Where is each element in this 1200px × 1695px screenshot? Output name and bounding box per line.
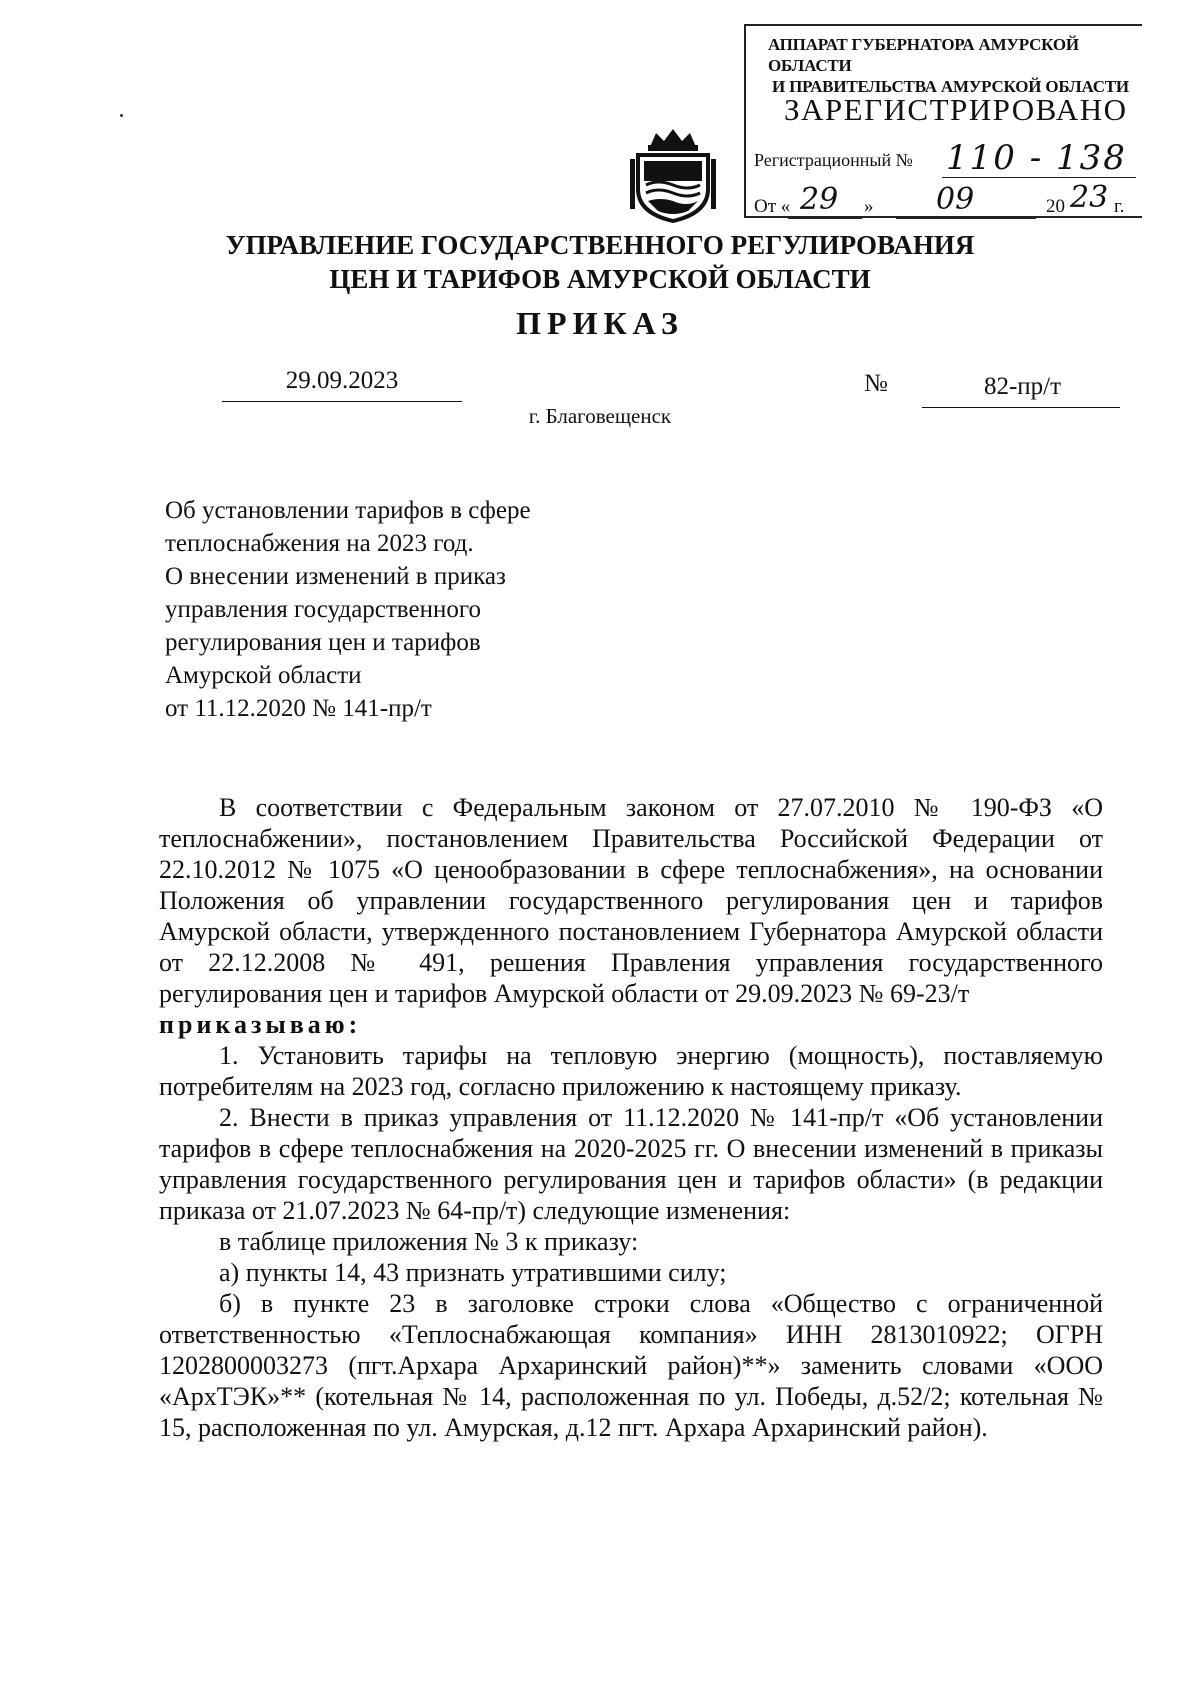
subject-line: регулирования цен и тарифов: [165, 629, 481, 656]
preamble-paragraph: В соответствии с Федеральным законом от 27.07.2010 № 190-ФЗ «О теплоснабжении», постановлением Правительства Российской Федерации от 22.10.2012 № 1075 «О ценообразовании в сфере теплоснабжения», на основании Положения об управлении государственного регулирования цен и тарифов Амурской области, утвержденного постановлением Губернатора Амурской области от 22.12.2008 № 491, решения Правления управления государственного регулирования цен и тарифов Амурской области от 29.09.2023 № 69-23/т: [159, 793, 1103, 1008]
stamp-reg-number-line: [942, 177, 1136, 178]
stamp-date-quote: »: [864, 196, 874, 217]
stamp-day-line: [788, 218, 862, 219]
org-name-line2: ЦЕН И ТАРИФОВ АМУРСКОЙ ОБЛАСТИ: [329, 264, 871, 294]
subject-line: от 11.12.2020 № 141-пр/т: [165, 695, 432, 722]
order-subject: [165, 494, 531, 725]
order-body: [159, 792, 1103, 1443]
org-name-line1: УПРАВЛЕНИЕ ГОСУДАРСТВЕННОГО РЕГУЛИРОВАНИЯ: [225, 230, 975, 260]
coat-of-arms-icon: [628, 125, 718, 225]
item-2-b: б) в пункте 23 в заголовке строки слова «Общество с ограниченной ответственностью «Теплоснабжающая компания» ИНН 2813010922; ОГРН 1202800003273 (пгт.Архара Архаринский район)**» заменить словами «ООО «АрхТЭК»** (котельная № 14, расположенная по ул. Победы, д.52/2; котельная № 15, расположенная по ул. Амурская, д.12 пгт. Архара Архаринский район).: [159, 1289, 1103, 1442]
order-date: 29.09.2023: [285, 367, 399, 394]
registration-stamp: [744, 24, 1142, 218]
stamp-month-line: [896, 218, 1036, 219]
stamp-date-day: 29: [800, 182, 839, 217]
stamp-header-line1: АППАРАТ ГУБЕРНАТОРА АМУРСКОЙ ОБЛАСТИ: [768, 35, 1079, 75]
stamp-reg-number-value: 110 - 138: [946, 138, 1127, 178]
subject-line: теплоснабжения на 2023 год.: [165, 530, 474, 557]
order-date-line: [222, 401, 462, 402]
item-2-a: а) пункты 14, 43 признать утратившими силу;: [219, 1258, 727, 1287]
scan-speck: [120, 114, 123, 117]
order-number: 82-пр/т: [983, 373, 1062, 400]
stamp-date-prefix: От «: [754, 196, 791, 217]
stamp-header-line2: И ПРАВИТЕЛЬСТВА АМУРСКОЙ ОБЛАСТИ: [772, 77, 1129, 96]
item-2: 2. Внести в приказ управления от 11.12.2020 № 141-пр/т «Об установлении тарифов в сфере теплоснабжения на 2020-2025 гг. О внесении изменений в приказы управления государственного регулирования цен и тарифов области» (в редакции приказа от 21.07.2023 № 64-пр/т) следующие изменения:: [159, 1103, 1103, 1225]
subject-line: Амурской области: [165, 662, 362, 689]
stamp-date-month: 09: [936, 182, 975, 217]
order-word: приказываю:: [159, 1010, 362, 1039]
item-1: 1. Установить тарифы на тепловую энергию (мощность), поставляемую потребителям на 2023 год, согласно приложению к настоящему приказу.: [159, 1041, 1103, 1101]
stamp-year-end: г.: [1114, 196, 1125, 217]
order-number-sign: №: [864, 370, 888, 397]
subject-line: О внесении изменений в приказ: [165, 563, 506, 590]
stamp-registered: ЗАРЕГИСТРИРОВАНО: [784, 92, 1128, 127]
stamp-header: [768, 34, 1142, 97]
item-2-table: в таблице приложения № 3 к приказу:: [219, 1227, 639, 1256]
subject-line: Об установлении тарифов в сфере: [165, 497, 531, 524]
stamp-year-prefix: 20: [1046, 196, 1065, 217]
stamp-reg-number-label: Регистрационный №: [754, 150, 913, 170]
order-city: г. Благовещенск: [528, 404, 672, 428]
stamp-year-suffix: 23: [1070, 180, 1109, 215]
subject-line: управления государственного: [165, 596, 481, 623]
doc-type-title: ПРИКАЗ: [516, 305, 684, 341]
